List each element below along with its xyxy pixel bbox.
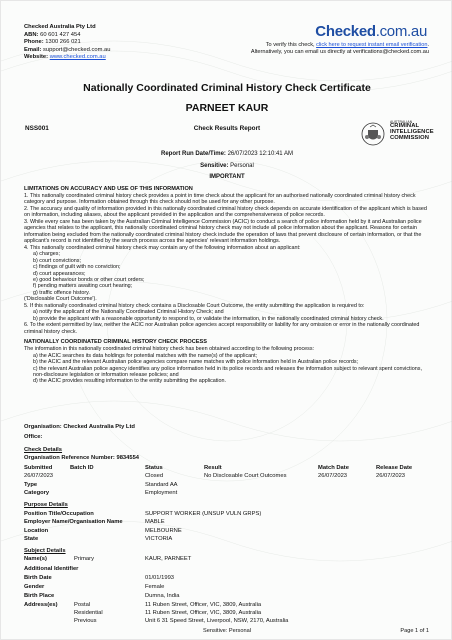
organisation-row [24, 424, 135, 431]
match-date-value: 26/07/2023 [318, 473, 348, 479]
position-label: Position Title/Occupation [24, 511, 94, 517]
office-label: Office: [24, 434, 43, 440]
position-value: SUPPORT WORKER (UNSUP VULN GRPS) [145, 511, 262, 517]
brand-light: .com.au [375, 23, 427, 40]
logo-line-4: COMMISSION [390, 135, 430, 141]
limitation-5a: a) notify the applicant of the Nationally Coordinated Criminal History Check; and [33, 309, 224, 316]
submitted-value: 26/07/2023 [24, 473, 54, 479]
process-intro: The information in this nationally coordinated criminal history check has been obtained according to the following process: [24, 346, 315, 353]
col-match-date: Match Date [318, 465, 349, 471]
sensitive-value: Personal [230, 163, 254, 169]
verify-text-2: . Alternatively, you can email us directly at verifications@checked.com.au [250, 42, 429, 56]
limitation-5: 5. If this nationally coordinated criminal history check contains a Disclosable Court Outcome, the entity submitting the application is required to: [24, 302, 365, 309]
run-date-label: Report Run Date/Time: [161, 151, 226, 157]
coat-of-arms-icon [360, 121, 386, 147]
acic-logo [358, 119, 448, 155]
abn-label: ABN: [24, 31, 39, 38]
location-label: Location [24, 528, 49, 534]
additional-identifier-label: Additional Identifier [24, 566, 79, 572]
sensitive-label: Sensitive: [200, 163, 229, 169]
list-item: d) court appearances; [33, 270, 86, 277]
list-item: e) good behaviour bonds or other court orders; [33, 277, 145, 283]
limitations-section [24, 186, 432, 385]
logo-line-1: AUSTRALIAN [390, 120, 413, 124]
verify-text-1: To verify this check, [265, 42, 315, 48]
addresses-label: Address(es) [24, 602, 58, 608]
limitation-4: 4. This nationally coordinated criminal history check may contain any of the following information about an applicant: [24, 244, 301, 251]
organisation-value: Checked Australia Pty Ltd [63, 424, 135, 430]
birth-place-label: Birth Place [24, 593, 55, 599]
location-value: MELBOURNE [145, 528, 182, 534]
run-date-value: 26/07/2023 12:10:41 AM [227, 151, 293, 157]
process-c: c) the relevant Australian police agency identifies any police information held in its police records and releases the information subject to relevant spent convictions, non-disclosure legislation or information release policies; and [33, 365, 422, 378]
state-value: VICTORIA [145, 536, 173, 542]
org-ref-row [24, 455, 139, 462]
website-label: Website: [24, 54, 49, 61]
logo-line-2: CRIMINAL [390, 123, 420, 130]
process-a: a) the ACIC searches its data holdings for potential matches with the name(s) of the applicant; [33, 352, 258, 359]
verify-note [244, 42, 429, 57]
status-value: Closed [145, 473, 164, 479]
primary-value: KAUR, PARNEET [145, 556, 192, 562]
type-value: Standard AA [145, 482, 178, 488]
process-b: b) the ACIC and the relevant Australian police agencies compare name matches with police information held in Australian police records; [33, 359, 359, 366]
limitation-5b: b) provide the applicant with a reasonable opportunity to respond to, or validate the information, in the nationally coordinated criminal history check. [33, 315, 384, 322]
list-item: g) traffic offence history. [33, 289, 90, 296]
previous-label: Previous [74, 618, 97, 624]
phone-value: 1300 266 021 [45, 39, 81, 46]
company-info [24, 24, 110, 62]
birth-date-label: Birth Date [24, 575, 52, 581]
checked-logo [315, 23, 427, 41]
sensitivity [1, 163, 452, 170]
residential-value: 11 Ruben Street, Officer, VIC, 3809, Australia [145, 610, 262, 616]
certificate-code: NSS001 [25, 125, 49, 132]
subject-heading: Subject Details [24, 548, 66, 554]
state-label: State [24, 536, 39, 542]
run-date [1, 151, 452, 158]
type-label: Type [24, 482, 38, 488]
footer-sensitivity: Sensitive: Personal [203, 628, 251, 634]
release-date-value: 26/07/2023 [376, 473, 406, 479]
primary-label: Primary [74, 556, 94, 562]
page-number: Page 1 of 1 [400, 628, 429, 634]
org-ref-value: 9834554 [116, 455, 140, 461]
col-batch-id: Batch ID [70, 465, 94, 471]
purpose-heading: Purpose Details [24, 502, 68, 508]
col-result: Result [204, 465, 222, 471]
company-name: Checked Australia Pty Ltd [24, 24, 96, 30]
col-submitted: Submitted [24, 465, 53, 471]
limitation-4-end: ('Disclosable Court Outcome'). [24, 296, 97, 303]
limitation-6: 6. To the extent permitted by law, neither the ACIC nor Australian police agencies accept responsibility or liability for any omission or error in the nationally coordinated criminal history check. [24, 322, 420, 335]
process-d: d) the ACIC provides resulting information to the entity submitting the application. [33, 378, 226, 385]
phone-label: Phone: [24, 39, 44, 46]
employer-label: Employer Name/Organisation Name [24, 519, 123, 525]
gender-value: Female [145, 584, 165, 590]
employer-value: MABLE [145, 519, 165, 525]
important-heading: IMPORTANT [209, 174, 245, 180]
verify-link[interactable]: click here to request instant email verification [316, 42, 428, 48]
category-label: Category [24, 490, 50, 496]
organisation-label: Organisation: [24, 424, 62, 430]
org-ref-label: Organisation Reference Number: [24, 455, 115, 461]
limitation-2: 2. The accuracy and quality of information provided in this nationally coordinated criminal history check depends on accurate identification of the applicant which is based on information, including aliases, about the applicant provided in the application and the comprehensiveness of police records. [24, 205, 427, 219]
website-link[interactable]: www.checked.com.au [49, 54, 106, 61]
gender-label: Gender [24, 584, 45, 590]
list-item: a) charges; [33, 251, 60, 258]
process-heading: NATIONALLY COORDINATED CRIMINAL HISTORY CHECK PROCESS [24, 339, 207, 346]
birth-place-value: Dumna, India [145, 593, 180, 599]
postal-label: Postal [74, 602, 91, 608]
email-value: support@checked.com.au [43, 46, 111, 53]
logo-line-3: INTELLIGENCE [390, 129, 434, 136]
names-label: Name(s) [24, 556, 47, 562]
report-subtitle: Check Results Report [193, 125, 261, 132]
col-release-date: Release Date [376, 465, 413, 471]
limitations-heading: LIMITATIONS ON ACCURACY AND USE OF THIS INFORMATION [24, 186, 193, 192]
list-item: b) court convictions; [33, 257, 81, 264]
certificate-title: Nationally Coordinated Criminal History Check Certificate [83, 82, 371, 94]
limitation-1: 1. This nationally coordinated criminal history check provides a point in time check about the applicant for an authorised nationally coordinated criminal history check category and purpose. Information obtained through this check should not be used for any other purpose. [24, 192, 416, 206]
brand-bold: Checked [315, 23, 376, 40]
previous-value: Unit 6 31 Speed Street, Liverpool, NSW, 2170, Australia [145, 618, 289, 624]
col-status: Status [145, 465, 163, 471]
category-value: Employment [145, 490, 178, 496]
applicant-name: PARNEET KAUR [185, 102, 269, 114]
residential-label: Residential [74, 610, 103, 616]
postal-value: 11 Ruben Street, Officer, VIC, 3809, Australia [145, 602, 262, 608]
abn-value: 60 601 427 454 [40, 31, 81, 38]
result-value: No Disclosable Court Outcomes [204, 473, 287, 479]
email-label: Email: [24, 46, 42, 53]
check-details-heading: Check Details [24, 447, 63, 453]
limitation-3: 3. While every care has been taken by the Australian Criminal Intelligence Commission (ACIC) to conduct a search of police information held by it and Australian police agencies that relates to the applicant, this nationally coordinated criminal history check may not include all police information about the applicant. Reasons for certain information being excluded from the nationally coordinated criminal history check include the operation of laws that prevent disclosure of certain information, or that the applicant's record is not identified by the search process across the agencies' relevant information holdings. [24, 218, 422, 245]
list-item: f) pending matters awaiting court hearing; [33, 283, 133, 290]
list-item: c) findings of guilt with no conviction; [33, 264, 121, 271]
birth-date-value: 01/01/1993 [145, 575, 175, 581]
